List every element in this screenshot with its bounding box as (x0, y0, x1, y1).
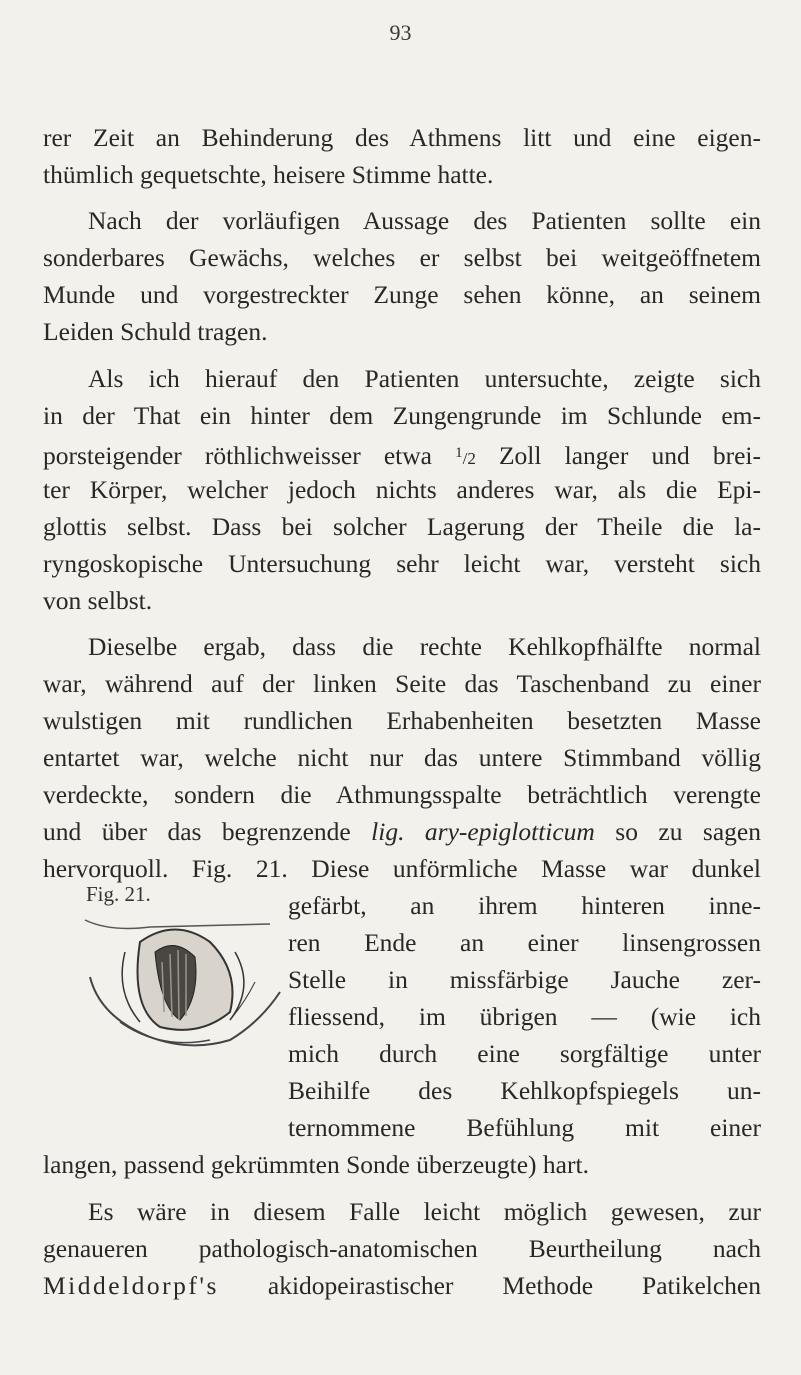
text-line: fliessend, im übrigen — (wie ich (288, 1002, 761, 1031)
text-line: genaueren pathologisch-anatomischen Beurtheilung nach (43, 1234, 761, 1263)
text-line: Dieselbe ergab, dass die rechte Kehlkopfhälfte normal (88, 632, 761, 661)
text-line (43, 1268, 761, 1304)
figure-label: Fig. 21. (86, 882, 151, 906)
text-line: thümlich gequetschte, heisere Stimme hatte. (43, 160, 494, 189)
text-line: ren Ende an einer linsengrossen (288, 928, 761, 957)
text-segment: Zoll langer und brei- (475, 441, 761, 470)
page-number: 93 (389, 20, 412, 45)
laryngoscope-figure (80, 912, 290, 1057)
text-line: ternommene Befühlung mit einer (288, 1113, 761, 1142)
author-name: Middeldorpf's (43, 1271, 219, 1300)
text-segment: so zu sagen (594, 817, 761, 846)
text-segment: und über das begrenzende (43, 817, 372, 846)
text-line: mich durch eine sorgfältige unter (288, 1039, 761, 1068)
text-line: Beihilfe des Kehlkopfspiegels un- (288, 1076, 761, 1105)
text-segment: porsteigender röthlichweisser etwa (43, 441, 456, 470)
text-line: in der That ein hinter dem Zungengrunde im Schlunde em- (43, 401, 761, 430)
italic-term: lig. ary-epiglotticum (371, 817, 595, 846)
text-line: ryngoskopische Untersuchung sehr leicht war, versteht sich (43, 549, 761, 578)
text-line: Stelle in missfärbige Jauche zer- (288, 965, 761, 994)
text-line: gefärbt, an ihrem hinteren inne- (288, 891, 761, 920)
fraction-denominator: /2 (462, 449, 476, 468)
text-line: entartet war, welche nicht nur das untere Stimmband völlig (43, 743, 761, 772)
text-line: Nach der vorläufigen Aussage des Patienten sollte ein (88, 206, 761, 235)
text-line: von selbst. (43, 586, 153, 615)
text-line: Als ich hierauf den Patienten untersuchte, zeigte sich (88, 364, 761, 393)
text-line: Es wäre in diesem Falle leicht möglich gewesen, zur (88, 1197, 761, 1226)
text-line (43, 435, 761, 477)
text-line: war, während auf der linken Seite das Taschenband zu einer (43, 669, 761, 698)
text-line: rer Zeit an Behinderung des Athmens litt und eine eigen- (43, 123, 761, 152)
text-line: Munde und vorgestreckter Zunge sehen könne, an seinem (43, 280, 761, 309)
text-line: wulstigen mit rundlichen Erhabenheiten besetzten Masse (43, 706, 761, 735)
text-line: ter Körper, welcher jedoch nichts anderes war, als die Epi- (43, 475, 761, 504)
text-line: hervorquoll. Fig. 21. Diese unförmliche Masse war dunkel (43, 854, 761, 883)
text-line: langen, passend gekrümmten Sonde überzeugte) hart. (43, 1150, 589, 1179)
text-line: verdeckte, sondern die Athmungsspalte beträchtlich verengte (43, 780, 761, 809)
text-line: Leiden Schuld tragen. (43, 317, 268, 346)
text-line: glottis selbst. Dass bei solcher Lagerung der Theile die la- (43, 512, 761, 541)
fraction (455, 445, 476, 468)
text-line: sonderbares Gewächs, welches er selbst bei weitgeöffnetem (43, 243, 761, 272)
fraction-numerator: 1 (455, 445, 463, 461)
text-line (43, 814, 761, 850)
text-segment: akidopeirastischer Methode Patikelchen (218, 1271, 761, 1300)
